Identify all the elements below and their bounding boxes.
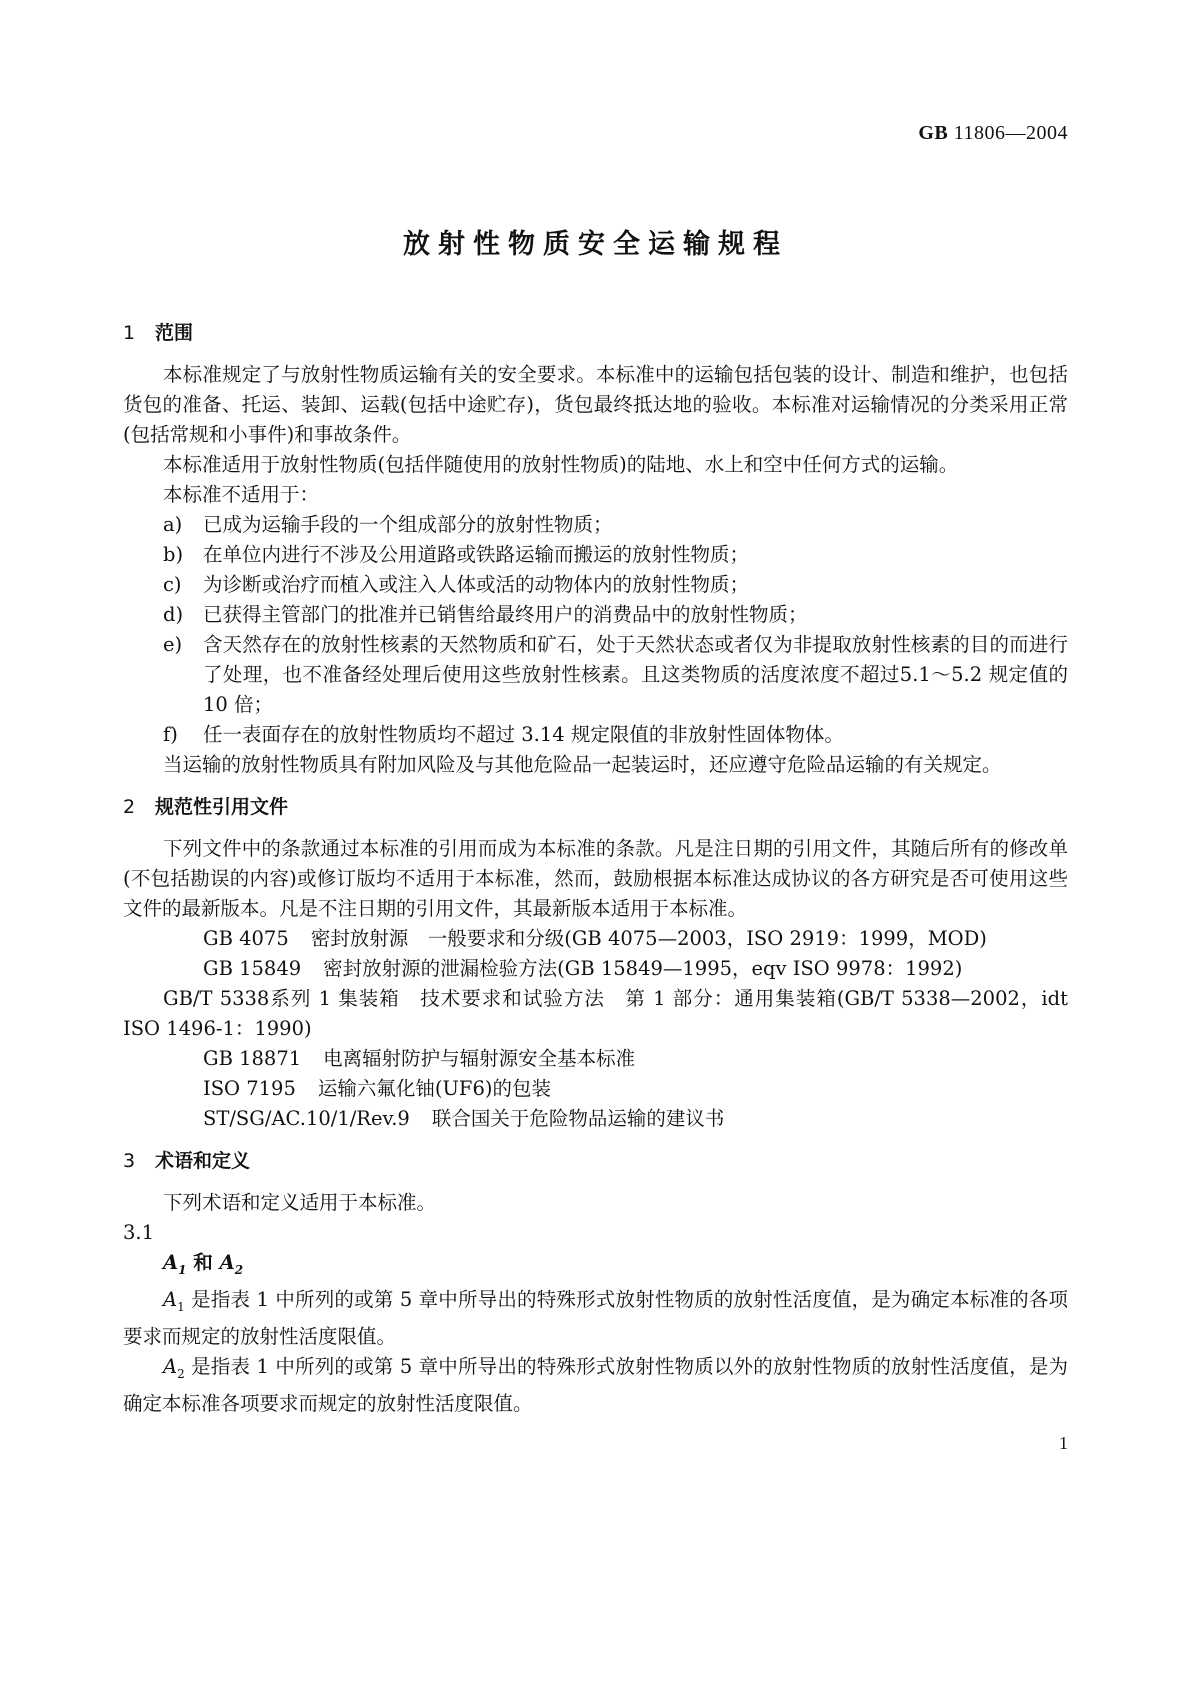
reference-list [123,924,1068,1134]
document-body [123,318,1068,1419]
reference-item [123,1044,1068,1074]
list-item-label: d) [163,603,184,626]
term-subscript: 1 [178,1262,187,1277]
term-conjunction: 和 [193,1251,213,1274]
list-item-text: 在单位内进行不涉及公用道路或铁路运输而搬运的放射性物质； [203,543,750,566]
list-item-text: 已成为运输手段的一个组成部分的放射性物质； [203,513,613,536]
list-item-label: c) [163,573,182,596]
reference-item [123,1104,1068,1134]
reference-item [123,984,1068,1044]
list-item [123,540,1068,570]
section-title: 规范性引用文件 [155,796,289,818]
section-number: 3 [123,1150,136,1172]
list-item-text: 含天然存在的放射性核素的天然物质和矿石，处于天然状态或者仅为非提取放射性核素的目的而进行了处理，也不准备经处理后使用这些放射性核素。且这类物质的活度浓度不超过5.1～5.2 规定值的 10 倍； [203,633,1068,716]
reference-code: ST/SG/AC.10/1/Rev.9 [203,1107,410,1130]
definition-text: 是指表 1 中所列的或第 5 章中所导出的特殊形式放射性物质的放射性活度值，是为确定本标准的各项要求而规定的放射性活度限值。 [123,1287,1069,1348]
list-item-label: a) [163,513,183,536]
reference-title: 运输六氟化铀(UF6)的包装 [317,1077,551,1100]
definition-paragraph [123,1285,1068,1352]
list-item [123,570,1068,600]
reference-item [123,1074,1068,1104]
reference-item [123,924,1068,954]
paragraph: 当运输的放射性物质具有附加风险及与其他危险品一起装运时，还应遵守危险品运输的有关规定。 [163,753,1002,776]
paragraph: 下列文件中的条款通过本标准的引用而成为本标准的条款。凡是注日期的引用文件，其随后所有的修改单(不包括勘误的内容)或修订版均不适用于本标准，然而，鼓励根据本标准达成协议的各方研究是否可使用这些文件的最新版本。凡是不注日期的引用文件，其最新版本适用于本标准。 [123,837,1068,920]
reference-title: 密封放射源 一般要求和分级(GB 4075—2003，ISO 2919：1999，MOD) [310,927,987,950]
term-symbol: A [219,1251,235,1274]
standard-number: 11806—2004 [953,122,1068,144]
reference-title: 系列 1 集装箱 技术要求和试验方法 第 1 部分：通用集装箱(GB/T 5338—2002，idt ISO 1496-1：1990) [123,987,1068,1040]
paragraph: 本标准规定了与放射性物质运输有关的安全要求。本标准中的运输包括包装的设计、制造和维护，也包括货包的准备、托运、装卸、运载(包括中途贮存)，货包最终抵达地的验收。本标准对运输情况的分类采用正常(包括常规和小事件)和事故条件。 [123,363,1068,446]
section-number: 1 [123,322,136,344]
subsection-number: 3.1 [123,1221,155,1244]
definition-symbol: A [163,1354,178,1378]
paragraph: 本标准不适用于： [163,483,320,506]
term-heading [123,1248,1068,1285]
section-title: 术语和定义 [155,1150,251,1172]
list-item [123,600,1068,630]
definition-subscript: 1 [177,1299,185,1314]
list-item-label: b) [163,543,184,566]
document-title: 放射性物质安全运输规程 [403,229,788,260]
list-item-label: e) [163,633,183,656]
list-item-text: 为诊断或治疗而植入或注入人体或活的动物体内的放射性物质； [203,573,750,596]
standard-prefix: GB [918,122,949,144]
standard-code [918,122,1068,145]
list-item-text: 已获得主管部门的批准并已销售给最终用户的消费品中的放射性物质； [203,603,808,626]
reference-title: 电离辐射防护与辐射源安全基本标准 [323,1047,636,1070]
section-2-heading [123,792,1068,822]
term-subscript: 2 [234,1262,244,1277]
list-item [123,720,1068,750]
list-item [123,630,1068,720]
section-title: 范围 [155,322,194,344]
section-3-heading [123,1146,1068,1176]
definition-subscript: 2 [177,1366,185,1381]
reference-item [123,954,1068,984]
section-1-heading [123,318,1068,348]
reference-title: 密封放射源的泄漏检验方法(GB 15849—1995，eqv ISO 9978：1992) [323,957,963,980]
reference-code: GB 15849 [203,957,302,980]
reference-code: GB 18871 [203,1047,302,1070]
exclusion-list [123,510,1068,750]
reference-code: ISO 7195 [203,1077,296,1100]
list-item-label: f) [163,723,178,746]
paragraph: 本标准适用于放射性物质(包括伴随使用的放射性物质)的陆地、水上和空中任何方式的运输。 [163,453,959,476]
definition-text: 是指表 1 中所列的或第 5 章中所导出的特殊形式放射性物质以外的放射性物质的放射性活度值，是为确定本标准各项要求而规定的放射性活度限值。 [123,1354,1069,1415]
reference-title: 联合国关于危险物品运输的建议书 [431,1107,725,1130]
paragraph: 下列术语和定义适用于本标准。 [163,1191,437,1214]
reference-code: GB/T 5338 [163,987,270,1010]
definition-symbol: A [163,1287,178,1311]
page-number: 1 [1059,1433,1068,1453]
section-number: 2 [123,796,136,818]
definition-paragraph [123,1352,1068,1419]
reference-code: GB 4075 [203,927,289,950]
list-item [123,510,1068,540]
term-symbol: A [163,1251,179,1274]
list-item-text: 任一表面存在的放射性物质均不超过 3.14 规定限值的非放射性固体物体。 [203,723,844,746]
